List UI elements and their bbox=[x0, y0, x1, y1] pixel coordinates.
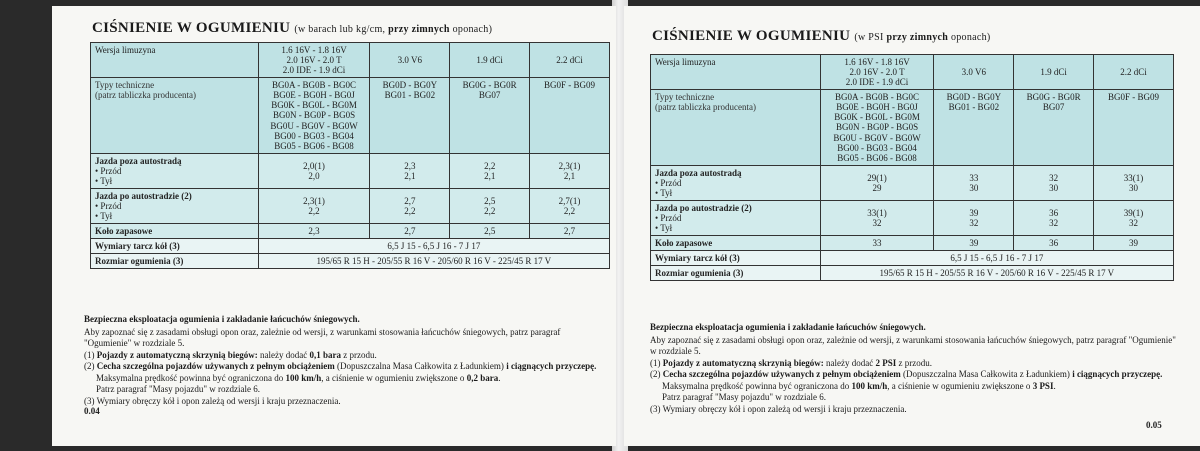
spare-col-3: 2,5 bbox=[450, 224, 530, 239]
road-col-4: 2,3(1) 2,1 bbox=[530, 153, 610, 188]
page-number: 0.04 bbox=[84, 406, 100, 416]
table-row-spare bbox=[651, 236, 1174, 251]
note-1: (1) Pojazdy z automatyczną skrzynią biegów: należy dodać 0,1 bara z przodu. bbox=[84, 349, 377, 360]
col-2-header: 3.0 V6 bbox=[370, 43, 450, 78]
rims-value: 6,5 J 15 - 6,5 J 16 - 7 J 17 bbox=[258, 239, 609, 254]
table-row-motorway bbox=[651, 201, 1174, 236]
note-2-speed: Maksymalna prędkość powinna być ograniczona do 100 km/h, a ciśnienie w ogumieniu zwiększone o 3 PSI. bbox=[662, 380, 1056, 391]
road-col-1: 2,0(1) 2,0 bbox=[258, 153, 370, 188]
col-1-header: 1.6 16V - 1.8 16V 2.0 16V - 2.0 T 2.0 IDE - 1.9 dCi bbox=[820, 55, 934, 90]
spare-col-2: 39 bbox=[934, 236, 1014, 251]
types-label: Typy techniczne (patrz tabliczka producenta) bbox=[651, 90, 821, 166]
spare-col-3: 36 bbox=[1014, 236, 1094, 251]
road-col-1: 29(1) 29 bbox=[820, 165, 934, 200]
notes bbox=[650, 322, 1180, 415]
pressure-table bbox=[90, 42, 610, 269]
tyre-value: 195/65 R 15 H - 205/55 R 16 V - 205/60 R 16 V - 225/45 R 17 V bbox=[258, 254, 609, 269]
types-col-3: BG0G - BG0R BG07 bbox=[450, 78, 530, 154]
road-col-2: 33 30 bbox=[934, 165, 1014, 200]
col-1-header: 1.6 16V - 1.8 16V 2.0 16V - 2.0 T 2.0 IDE - 1.9 dCi bbox=[258, 43, 370, 78]
note-2: (2) Cecha szczególna pojazdów używanych z pełnym obciążeniem (Dopuszczalna Masa Całkowita z Ładunkiem) i ciągnących przyczepę. bbox=[84, 361, 597, 372]
page-title: CIŚNIENIE W OGUMIENIU (w PSI przy zimnych oponach) bbox=[652, 28, 991, 44]
motorway-col-1: 33(1) 32 bbox=[820, 201, 934, 236]
spare-label: Koło zapasowe bbox=[91, 224, 259, 239]
col-3-header: 1.9 dCi bbox=[450, 43, 530, 78]
table-row-spare bbox=[91, 224, 610, 239]
rims-value: 6,5 J 15 - 6,5 J 16 - 7 J 17 bbox=[820, 251, 1173, 266]
page-left bbox=[52, 6, 616, 446]
table-row-types bbox=[91, 78, 610, 154]
notes-intro: Aby zapoznać się z zasadami obsługi opon oraz, zależnie od wersji, z warunkami stosowania łańcuchów śniegowych, patrz paragraf "Ogumienie" w rozdziale 5. bbox=[650, 334, 1176, 357]
road-label: Jazda poza autostradą • Przód • Tył bbox=[91, 153, 259, 188]
road-col-2: 2,3 2,1 bbox=[370, 153, 450, 188]
types-col-1: BG0A - BG0B - BG0C BG0E - BG0H - BG0J BG0K - BG0L - BG0M BG0N - BG0P - BG0S BG0U - BG0V - BG0W BG00 - BG03 - BG04 BG05 - BG06 - BG08 bbox=[820, 90, 934, 166]
spare-col-1: 2,3 bbox=[258, 224, 370, 239]
note-3: (3) Wymiary obręczy kół i opon zależą od wersji i kraju przeznaczenia. bbox=[650, 403, 907, 414]
rims-label: Wymiary tarcz kół (3) bbox=[651, 251, 821, 266]
types-col-4: BG0F - BG09 bbox=[1094, 90, 1174, 166]
motorway-label: Jazda po autostradzie (2) • Przód • Tył bbox=[91, 189, 259, 224]
spare-col-2: 2,7 bbox=[370, 224, 450, 239]
motorway-col-2: 39 32 bbox=[934, 201, 1014, 236]
road-col-3: 2,2 2,1 bbox=[450, 153, 530, 188]
note-2-ref: Patrz paragraf "Masy pojazdu" w rozdziale 6. bbox=[662, 392, 827, 403]
page-title: CIŚNIENIE W OGUMIENIU (w barach lub kg/cm, przy zimnych oponach) bbox=[92, 20, 493, 36]
types-col-3: BG0G - BG0R BG07 bbox=[1014, 90, 1094, 166]
table-row-road bbox=[91, 153, 610, 188]
motorway-col-3: 2,5 2,2 bbox=[450, 189, 530, 224]
col-4-header: 2.2 dCi bbox=[530, 43, 610, 78]
col-2-header: 3.0 V6 bbox=[934, 55, 1014, 90]
notes bbox=[84, 314, 608, 407]
table-row-tyre bbox=[651, 266, 1174, 281]
col-3-header: 1.9 dCi bbox=[1014, 55, 1094, 90]
types-col-1: BG0A - BG0B - BG0C BG0E - BG0H - BG0J BG0K - BG0L - BG0M BG0N - BG0P - BG0S BG0U - BG0V - BG0W BG00 - BG03 - BG04 BG05 - BG06 - BG08 bbox=[258, 78, 370, 154]
note-2: (2) Cecha szczególna pojazdów używanych z pełnym obciążeniem (Dopuszczalna Masa Całkowita z Ładunkiem) i ciągnących przyczepę. bbox=[650, 369, 1163, 380]
table-row-types bbox=[651, 90, 1174, 166]
tyre-label: Rozmiar ogumienia (3) bbox=[91, 254, 259, 269]
note-3: (3) Wymiary obręczy kół i opon zależą od wersji i kraju przeznaczenia. bbox=[84, 395, 341, 406]
tyre-label: Rozmiar ogumienia (3) bbox=[651, 266, 821, 281]
motorway-col-4: 39(1) 32 bbox=[1094, 201, 1174, 236]
rims-label: Wymiary tarcz kół (3) bbox=[91, 239, 259, 254]
types-col-2: BG0D - BG0Y BG01 - BG02 bbox=[934, 90, 1014, 166]
spare-col-1: 33 bbox=[820, 236, 934, 251]
notes-intro: Aby zapoznać się z zasadami obsługi opon oraz, zależnie od wersji, z warunkami stosowania łańcuchów śniegowych, patrz paragraf "Ogumienie" w rozdziale 5. bbox=[84, 326, 561, 349]
table-row-tyre bbox=[91, 254, 610, 269]
table-row-rims bbox=[651, 251, 1174, 266]
types-col-4: BG0F - BG09 bbox=[530, 78, 610, 154]
col-4-header: 2.2 dCi bbox=[1094, 55, 1174, 90]
table-row-version bbox=[651, 55, 1174, 90]
note-1: (1) Pojazdy z automatyczną skrzynią biegów: należy dodać 2 PSI z przodu. bbox=[650, 357, 932, 368]
motorway-label: Jazda po autostradzie (2) • Przód • Tył bbox=[651, 201, 821, 236]
version-header: Wersja limuzyna bbox=[651, 55, 821, 90]
note-2-ref: Patrz paragraf "Masy pojazdu" w rozdziale 6. bbox=[96, 384, 261, 395]
table-row-motorway bbox=[91, 189, 610, 224]
page-number: 0.05 bbox=[1146, 420, 1162, 430]
motorway-col-1: 2,3(1) 2,2 bbox=[258, 189, 370, 224]
spare-col-4: 2,7 bbox=[530, 224, 610, 239]
spare-label: Koło zapasowe bbox=[651, 236, 821, 251]
motorway-col-3: 36 32 bbox=[1014, 201, 1094, 236]
table-row-version bbox=[91, 43, 610, 78]
spare-col-4: 39 bbox=[1094, 236, 1174, 251]
version-header: Wersja limuzyna bbox=[91, 43, 259, 78]
types-label: Typy techniczne (patrz tabliczka producenta) bbox=[91, 78, 259, 154]
notes-title: Bezpieczna eksploatacja ogumienia i zakładanie łańcuchów śniegowych. bbox=[84, 314, 360, 324]
types-col-2: BG0D - BG0Y BG01 - BG02 bbox=[370, 78, 450, 154]
tyre-value: 195/65 R 15 H - 205/55 R 16 V - 205/60 R 16 V - 225/45 R 17 V bbox=[820, 266, 1173, 281]
motorway-col-4: 2,7(1) 2,2 bbox=[530, 189, 610, 224]
table-row-rims bbox=[91, 239, 610, 254]
pressure-table bbox=[650, 54, 1174, 281]
table-row-road bbox=[651, 165, 1174, 200]
notes-title: Bezpieczna eksploatacja ogumienia i zakładanie łańcuchów śniegowych. bbox=[650, 322, 926, 332]
road-col-4: 33(1) 30 bbox=[1094, 165, 1174, 200]
road-col-3: 32 30 bbox=[1014, 165, 1094, 200]
note-2-speed: Maksymalna prędkość powinna być ograniczona do 100 km/h, a ciśnienie w ogumieniu zwiększone o 0,2 bara. bbox=[96, 372, 501, 383]
motorway-col-2: 2,7 2,2 bbox=[370, 189, 450, 224]
road-label: Jazda poza autostradą • Przód • Tył bbox=[651, 165, 821, 200]
page-right bbox=[624, 6, 1200, 446]
